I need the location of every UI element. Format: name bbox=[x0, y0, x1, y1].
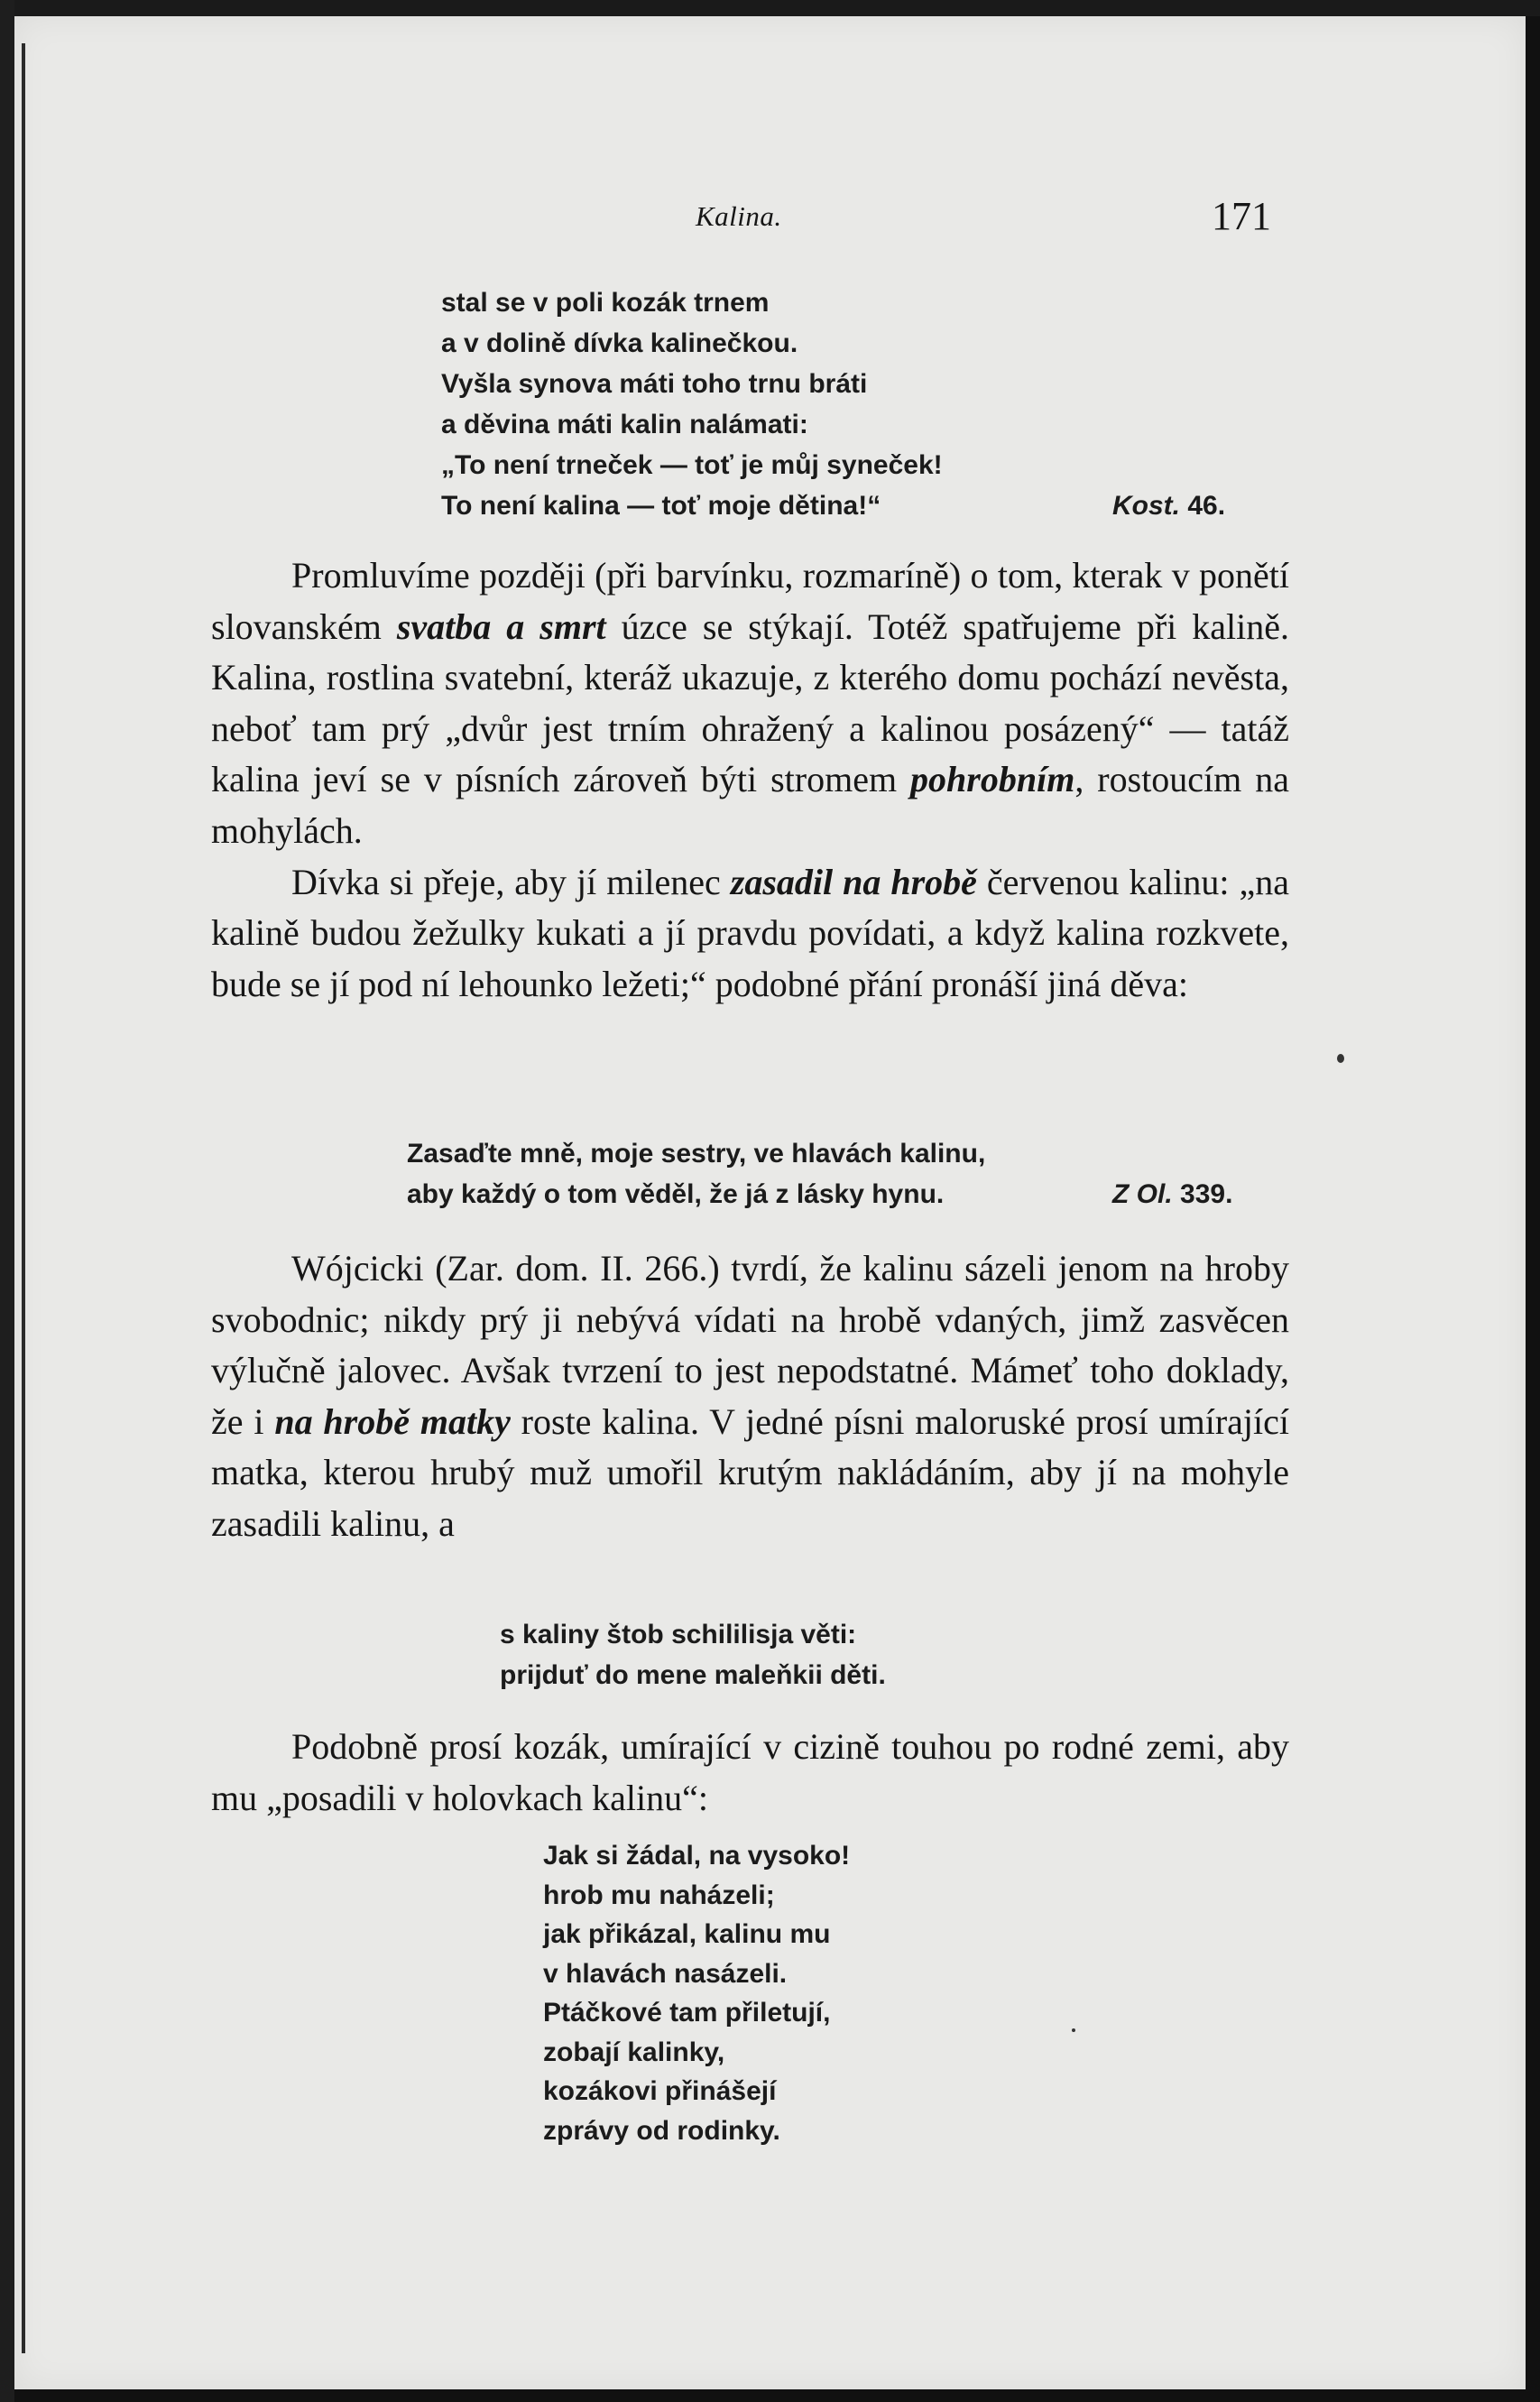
paragraph bbox=[211, 857, 1289, 1011]
ink-speck bbox=[1337, 1054, 1344, 1063]
source-reference bbox=[1112, 1174, 1232, 1215]
scan-edge-top bbox=[0, 0, 1540, 16]
page-header bbox=[14, 193, 1526, 247]
verse-line: aby každý o tom věděl, že já z lásky hynu. bbox=[407, 1179, 945, 1209]
page-number: 171 bbox=[1212, 194, 1271, 238]
text-run: úzce se stýkají. Totéž spatřujeme při kalině. Kalina, rostlina svatební, kteráž ukazuje, z kterého domu pochází nevěsta, neboť tam prý „dvůr jest trním ohražený a kalinou posázený“ — tatáž kalina jeví se v písních zároveň býti stromem bbox=[211, 605, 1290, 800]
text-run: , rostoucím na mohylách. bbox=[211, 759, 1289, 851]
text-run: roste kalina. V jedné písni maloruské prosí umírající matka, kterou hrubý muž umořil krutým nakládáním, aby jí na mohyle zasadili kalinu, a bbox=[211, 1400, 1289, 1544]
verse-block-2 bbox=[407, 1133, 1286, 1215]
source-number: 339. bbox=[1180, 1179, 1233, 1209]
verse-block-3 bbox=[500, 1614, 886, 1695]
ink-speck bbox=[1072, 2028, 1075, 2032]
source-number: 46. bbox=[1187, 491, 1226, 521]
text-run: Promluvíme později (při barvínku, rozmaríně) o tom, kterak v ponětí slovanském bbox=[211, 555, 1289, 647]
emphasis: na hrobě matky bbox=[274, 1400, 511, 1442]
verse-line: stal se v poli kozák trnem bbox=[441, 288, 770, 318]
binding-gutter bbox=[22, 43, 25, 2353]
paragraph bbox=[211, 550, 1289, 857]
verse-line: „To není trneček — toť je můj syneček! bbox=[441, 450, 943, 480]
verse-line: Jak si žádal, na vysoko! bbox=[543, 1841, 851, 1871]
verse-line: a děvina máti kalin nalámati: bbox=[441, 410, 808, 439]
verse-line-with-source bbox=[441, 485, 1289, 526]
verse-block-1 bbox=[441, 282, 1289, 526]
prose-block-2 bbox=[211, 1243, 1289, 1550]
paragraph bbox=[211, 1243, 1289, 1550]
source-abbr: Z Ol. bbox=[1112, 1179, 1173, 1209]
book-page bbox=[14, 16, 1526, 2389]
text-run: Wójcicki (Zar. dom. II. 266.) tvrdí, že kalinu sázeli jenom na hroby svobodnic; nikdy prý ji nebývá vídati na hrobě vdaných, jimž zasvěcen výlučně jalovec. Avšak tvrzení to jest nepodstatné. Mámeť toho doklady, že i bbox=[211, 1248, 1289, 1442]
verse-line: Zasaďte mně, moje sestry, ve hlavách kalinu, bbox=[407, 1139, 986, 1169]
running-title: Kalina. bbox=[696, 200, 782, 232]
verse-line: a v dolině dívka kalinečkou. bbox=[441, 328, 798, 358]
verse-line: jak přikázal, kalinu mu bbox=[543, 1919, 831, 1949]
verse-line: kozákovi přinášejí bbox=[543, 2076, 777, 2106]
prose-block-1 bbox=[211, 550, 1289, 1010]
verse-line: Vyšla synova máti toho trnu bráti bbox=[441, 369, 868, 399]
source-reference bbox=[1112, 485, 1225, 526]
text-run: červenou kalinu: „na kalině budou žežulky kukati a jí pravdu povídati, a když kalina rozkvete, bude se jí pod ní lehounko ležeti;“ podobné přání pronáší jiná děva: bbox=[211, 861, 1290, 1004]
verse-line: hrob mu naházeli; bbox=[543, 1880, 775, 1910]
verse-line: zprávy od rodinky. bbox=[543, 2115, 780, 2146]
verse-line: prijduť do mene maleňkii děti. bbox=[500, 1660, 886, 1690]
emphasis: zasadil na hrobě bbox=[730, 861, 977, 902]
emphasis: pohrobním bbox=[910, 759, 1075, 800]
verse-block-4 bbox=[543, 1836, 850, 2150]
verse-line: Ptáčkové tam přiletují, bbox=[543, 1998, 831, 2028]
text-run: Dívka si přeje, aby jí milenec bbox=[291, 861, 731, 902]
emphasis: svatba a smrt bbox=[396, 605, 606, 647]
source-abbr: Kost. bbox=[1112, 491, 1180, 521]
paragraph: Podobně prosí kozák, umírající v cizině touhou po rodné zemi, aby mu „posadili v holovkach kalinu“: bbox=[211, 1726, 1289, 1818]
verse-line: To není kalina — toť moje dětina!“ bbox=[441, 491, 881, 521]
scan-edge-left bbox=[0, 0, 14, 2402]
prose-block-3 bbox=[211, 1722, 1289, 1824]
verse-line-with-source bbox=[407, 1174, 1286, 1215]
verse-line: s kaliny štob schililisja věti: bbox=[500, 1620, 857, 1649]
verse-line: zobají kalinky, bbox=[543, 2037, 725, 2067]
verse-line: v hlavách nasázeli. bbox=[543, 1958, 788, 1989]
